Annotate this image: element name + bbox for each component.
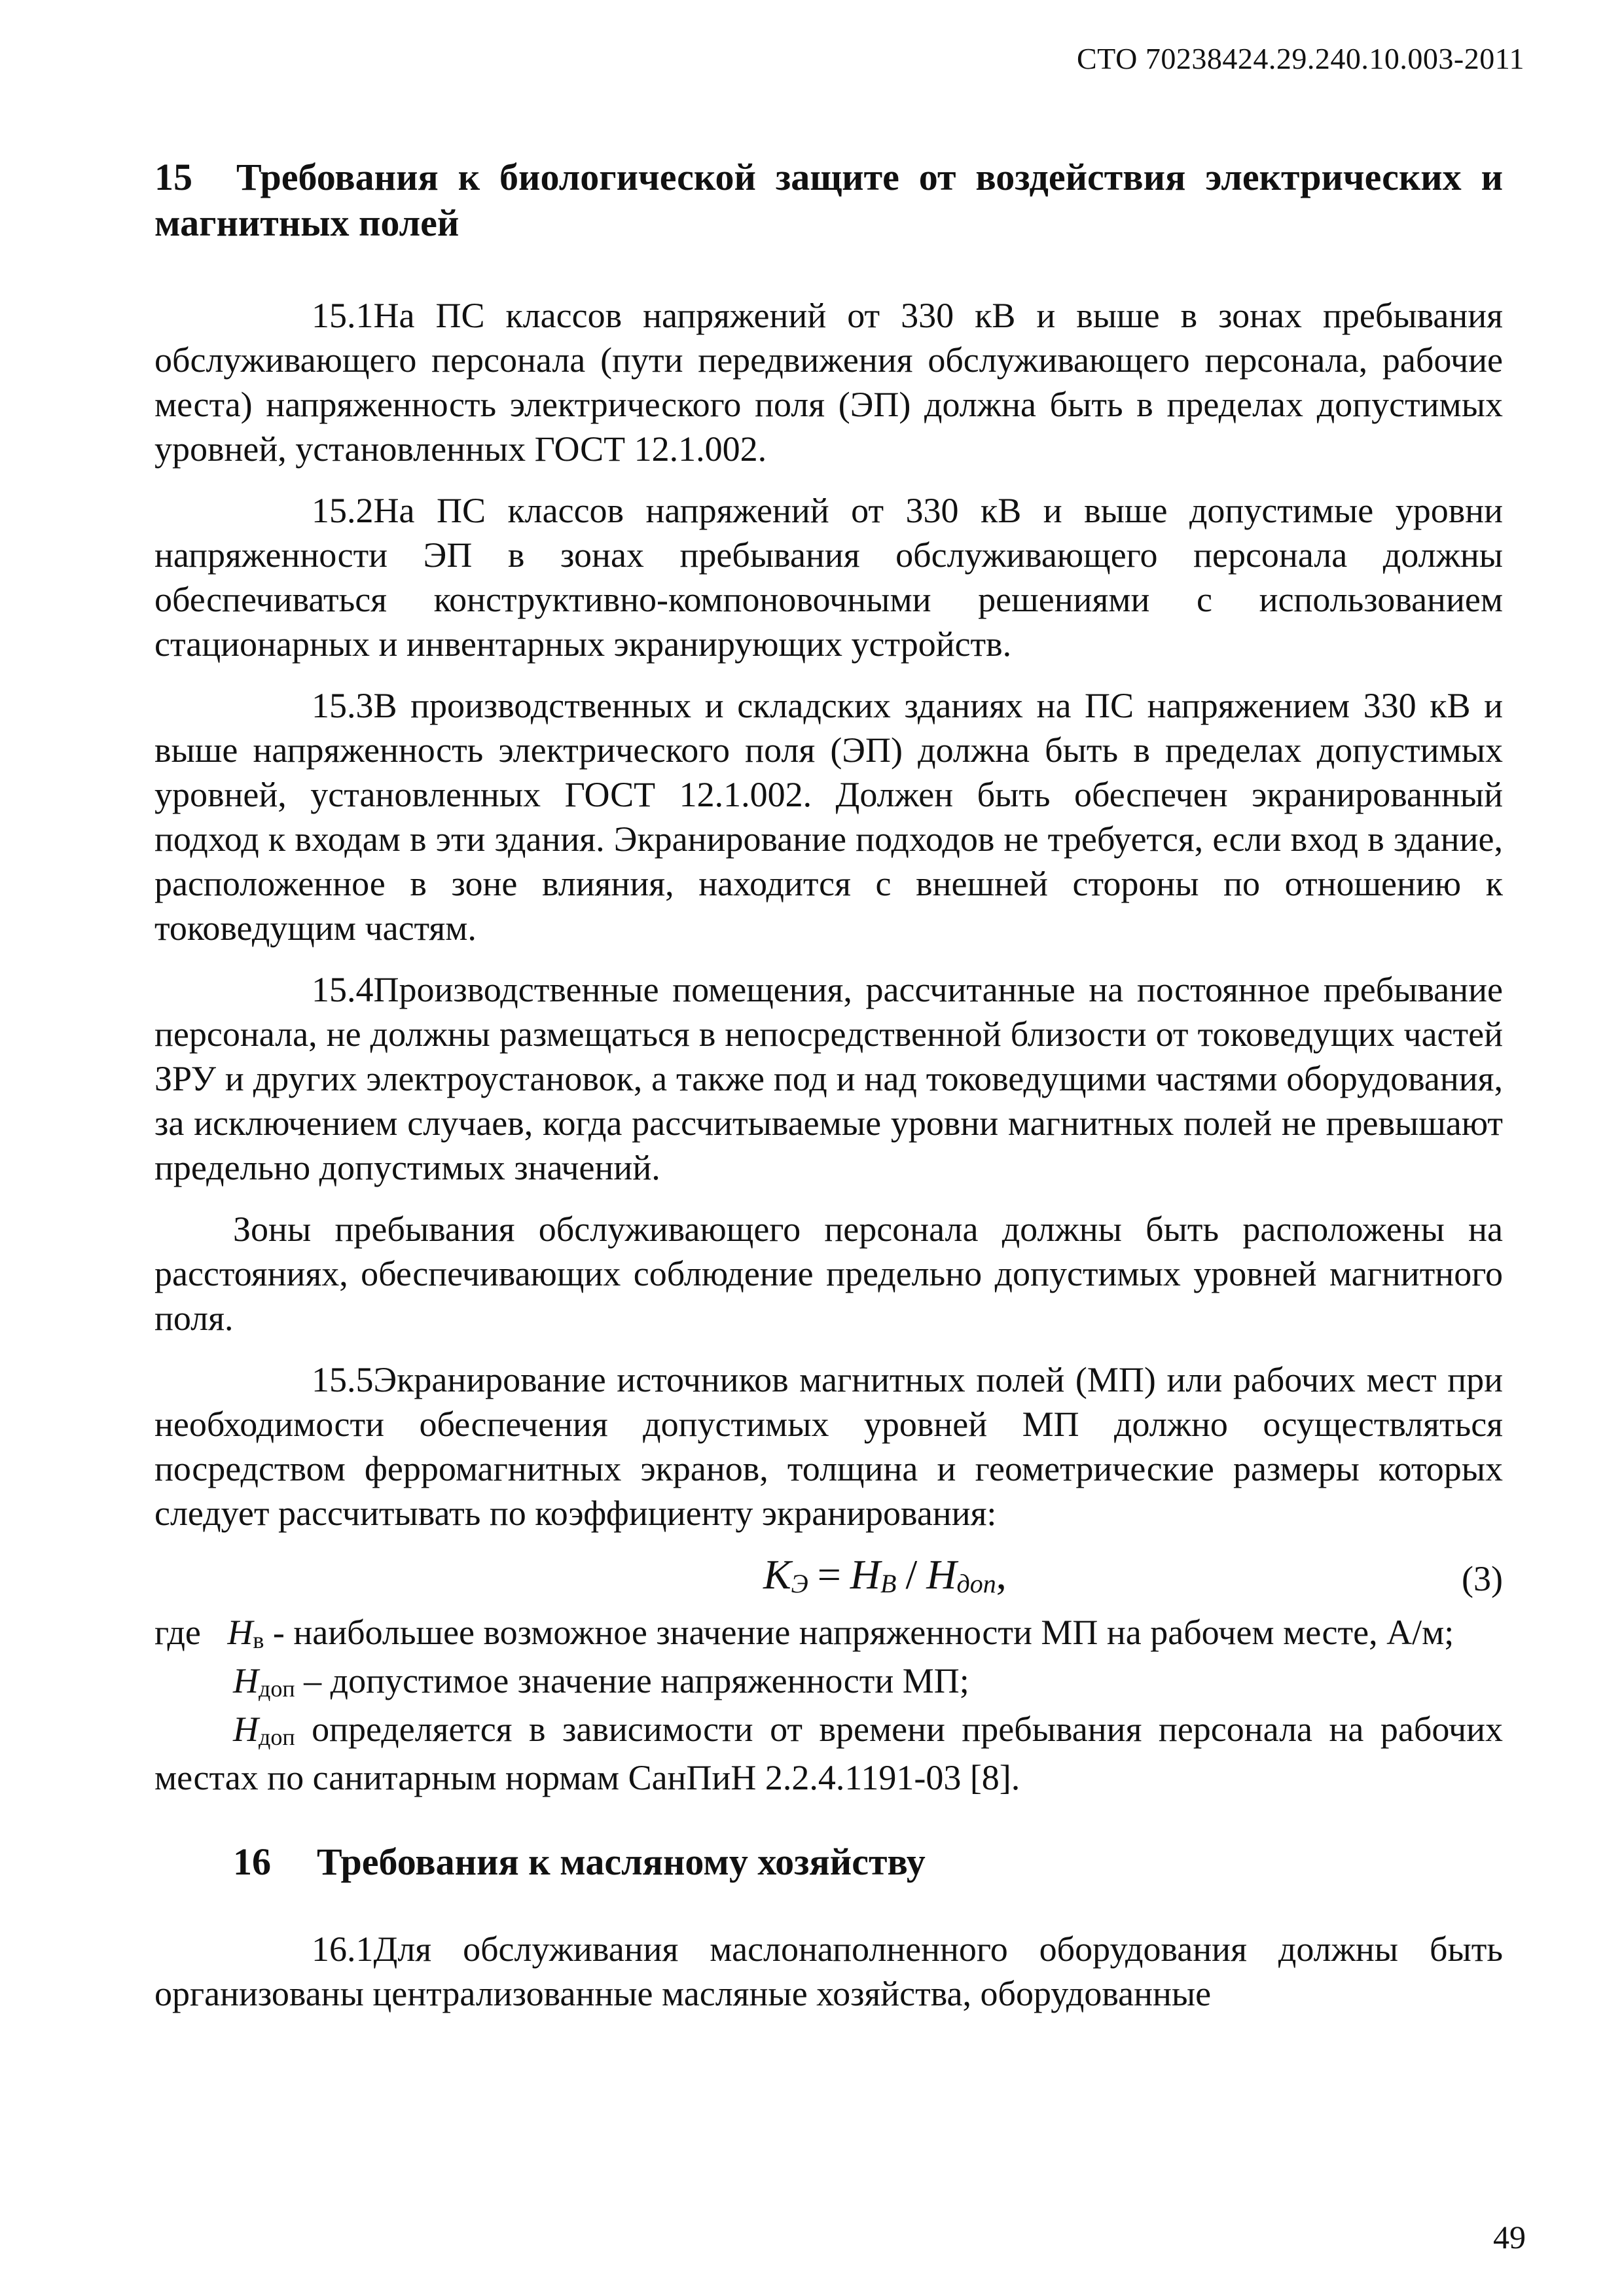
paragraph-15-4 [154,967,1503,1190]
paragraph-15-5 [154,1357,1503,1535]
paragraph-text: Производственные помещения, рассчитанные на постоянное пребывание персонала, не должны размещаться в непосредственной близости от токоведущих частей ЗРУ и других электроустановок, а также под и над токоведущими частями оборудования, за исключением случаев, когда рассчитываемые уровни магнитных полей не превышают предельно допустимых значений. [154,970,1503,1187]
paragraph-15-1 [154,293,1503,471]
symbol-subscript: доп [259,1724,295,1750]
paragraph-16-1 [154,1927,1503,2016]
section-15-heading [154,154,1503,246]
definition-text: - наибольшее возможное значение напряженности МП на рабочем месте, А/м; [272,1613,1454,1652]
section-15-title: Требования к биологической защите от воздействия электрических и магнитных полей [154,156,1503,244]
paragraph-15-2 [154,488,1503,666]
paragraph-15-4-continued [154,1207,1503,1340]
section-16-title: Требования к масляному хозяйству [317,1840,926,1883]
section-15-number: 15 [154,156,192,198]
page-content [154,154,1503,2033]
page-number: 49 [1493,2219,1526,2255]
formula-divide: / [905,1551,918,1598]
paragraph-text: На ПС классов напряжений от 330 кВ и выше в зонах пребывания обслуживающего персонала (пути передвижения обслуживающего персонала, рабочие места) напряженность электрического поля (ЭП) должна быть в пределах допустимых уровней, установленных ГОСТ 12.1.002. [154,296,1503,469]
definition-text: определяется в зависимости от времени пребывания персонала на рабочих местах по санитарным нормам СанПиН 2.2.4.1191-03 [8]. [154,1710,1504,1797]
symbol-letter: Н [233,1710,259,1749]
formula-h-allowed-subscript: доп [956,1569,996,1598]
formula-comma: , [996,1551,1007,1598]
paragraph-text: Для обслуживания маслонаполненного оборудования должны быть организованы централизованные масляные хозяйства, оборудованные [154,1929,1503,2013]
paragraph-number: 15.1 [312,296,374,335]
formula-definitions [154,1610,1503,1800]
formula-number: (3) [1462,1559,1503,1598]
formula-lhs: К [763,1551,791,1598]
paragraph-text: На ПС классов напряжений от 330 кВ и выше допустимые уровни напряженности ЭП в зонах пребывания обслуживающего персонала должны обеспечиваться конструктивно-компоновочными решениями с использованием стационарных и инвентарных экранирующих устройств. [154,491,1503,664]
section-16-heading [233,1839,1503,1885]
formula-h-allowed: Н [926,1551,957,1598]
symbol-subscript: в [253,1627,264,1653]
symbol-h-allowed [233,1661,295,1700]
paragraph-text: Зоны пребывания обслуживающего персонала должны быть расположены на расстояниях, обеспечивающих соблюдение предельно допустимых уровней магнитного поля. [154,1210,1503,1338]
definition-h-max [154,1610,1503,1659]
section-16-number: 16 [233,1840,271,1883]
symbol-h-allowed [233,1710,295,1749]
definition-h-allowed [154,1659,1503,1707]
formula-3-row [154,1543,1503,1606]
definition-h-allowed-source [154,1707,1503,1800]
paragraph-number: 15.2 [312,491,374,530]
paragraph-15-3 [154,683,1503,950]
where-label: где [154,1613,201,1652]
standard-code-header: СТО 70238424.29.240.10.003-2011 [1076,42,1525,75]
symbol-h-max [227,1613,264,1652]
formula-lhs-subscript: Э [791,1569,808,1598]
definition-text: – допустимое значение напряженности МП; [304,1661,969,1700]
shielding-coefficient-formula [763,1549,1007,1606]
formula-equals: = [817,1551,841,1598]
paragraph-number: 15.4 [312,970,374,1009]
symbol-letter: Н [227,1613,253,1652]
formula-h-max-subscript: В [880,1569,897,1598]
symbol-subscript: доп [259,1676,295,1702]
symbol-letter: Н [233,1661,259,1700]
formula-h-max: Н [850,1551,881,1598]
paragraph-number: 15.5 [312,1360,374,1399]
paragraph-number: 16.1 [312,1929,374,1969]
paragraph-text: В производственных и складских зданиях на ПС напряжением 330 кВ и выше напряженность электрического поля (ЭП) должна быть в пределах допустимых уровней, установленных ГОСТ 12.1.002. Должен быть обеспечен экранированный подход к входам в эти здания. Экранирование подходов не требуется, если вход в здание, расположенное в зоне влияния, находится с внешней стороны по отношению к токоведущим частям. [154,686,1503,948]
paragraph-number: 15.3 [312,686,374,725]
paragraph-text: Экранирование источников магнитных полей (МП) или рабочих мест при необходимости обеспечения допустимых уровней МП должно осуществляться посредством ферромагнитных экранов, толщина и геометрические размеры которых следует рассчитывать по коэффициенту экранирования: [154,1360,1503,1533]
